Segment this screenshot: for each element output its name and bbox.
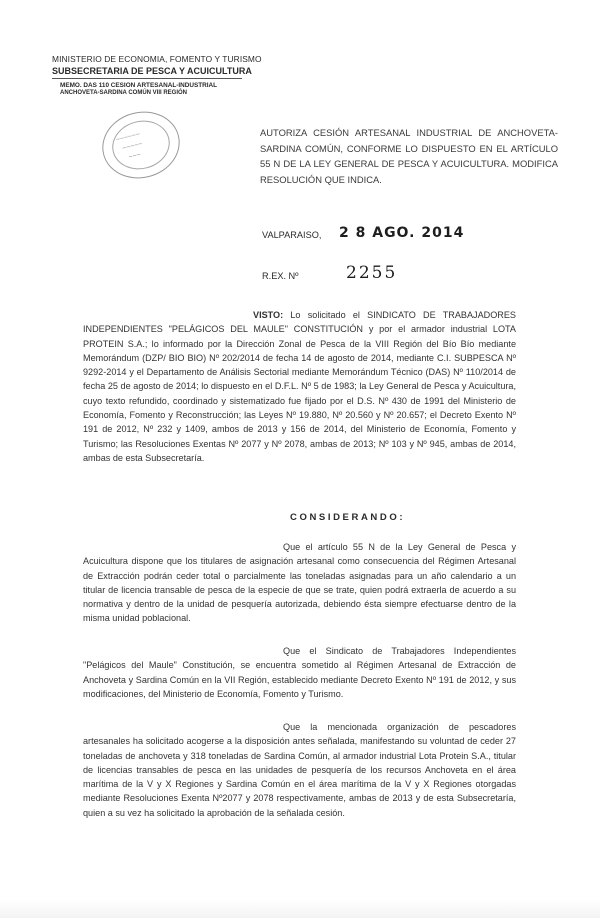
memo-reference: MEMO. DAS 110 CESION ARTESANAL-INDUSTRIAL [60, 82, 218, 89]
subsecretaria-name: SUBSECRETARIA DE PESCA Y ACUICULTURA [52, 66, 242, 79]
resolution-number-label: R.EX. Nº [262, 271, 299, 281]
date-stamp: 2 8 AGO. 2014 [339, 225, 465, 241]
considerando-paragraph: Que el Sindicato de Trabajadores Independientes "Pelágicos del Maule" Constitución, se encuentra sometido al Régimen Artesanal de Extracción de Anchoveta y Sardina Común en la VII Región, establecido mediante Decreto Exento Nº 191 de 2012, y sus modificaciones, del Ministerio de Economía, Fomento y Turismo. [83, 646, 516, 699]
date-place: VALPARAISO, [262, 230, 322, 240]
official-stamp: ~~~~~~ ~~~~~ ~~~ [95, 104, 187, 187]
scan-edge [0, 900, 600, 918]
considerando-heading: CONSIDERANDO: [290, 512, 406, 523]
resolution-number: 2255 [346, 263, 398, 283]
considerando-paragraph: Que la mencionada organización de pescadores artesanales ha solicitado acogerse a la disposición antes señalada, manifestando su voluntad de ceder 27 toneladas de anchoveta y 318 toneladas de Sardina Común, al armador industrial Lota Protein S.A., titular de licencias transables de pesca en las unidades de pesquería de los recursos Anchoveta en el área marítima de la V y X Regiones y Sardina Común en el área marítima de la V y X Regiones otorgadas mediante Resoluciones Exenta Nº2077 y 2078 respectivamente, ambas de 2013 y de esta Subsecretaría, quien a su vez ha solicitado la aprobación de la señalada cesión. [83, 722, 516, 818]
resolution-subject: AUTORIZA CESIÓN ARTESANAL INDUSTRIAL DE ANCHOVETA-SARDINA COMÚN, CONFORME LO DISPUESTO EN EL ARTÍCULO 55 N DE LA LEY GENERAL DE PESCA Y ACUICULTURA. MODIFICA RESOLUCIÓN QUE INDICA. [260, 127, 558, 185]
visto-text: Lo solicitado el SINDICATO DE TRABAJADORES INDEPENDIENTES "PELÁGICOS DEL MAULE" CONSTITUCIÓN y por el armador industrial LOTA PROTEIN S.A.; lo informado por la Dirección Zonal de Pesca de la VIII Región del Bío Bío mediante Memorándum (DZP/ BIO BIO) Nº 202/2014 de fecha 14 de agosto de 2014, mediante C.I. SUBPESCA Nº 9292-2014 y el Departamento de Análisis Sectorial mediante Memorándum Técnico (DAS) Nº 110/2014 de fecha 25 de agosto de 2014; lo dispuesto en el D.F.L. Nº 5 de 1983; la Ley General de Pesca y Acuicultura, cuyo texto refundido, coordinado y sistematizado fue fijado por el D.S. Nº 430 de 1991 del Ministerio de Economía, Fomento y Reconstrucción; las Leyes Nº 19.880, Nº 20.560 y Nº 20.657; el Decreto Exento Nº 191 de 2012, Nº 232 y 1409, ambos de 2013 y 156 de 2014, del Ministerio de Economía, Fomento y Turismo; las Resoluciones Exentas Nº 2077 y Nº 2078, ambas de 2013; Nº 103 y Nº 945, ambas de 2014, ambas de esta Subsecretaría. [83, 310, 516, 463]
visto-paragraph [83, 308, 516, 465]
memo-reference-species: ANCHOVETA-SARDINA COMÚN VIII REGIÓN [60, 90, 188, 96]
considerando-paragraph: Que el artículo 55 N de la Ley General de Pesca y Acuicultura dispone que los titulares de asignación artesanal como consecuencia del Régimen Artesanal de Extracción podrán ceder total o parcialmente las toneladas asignadas para un año calendario a un titular de licencia transable de pesca de la especie de que se trate, quien podrá extraerla de acuerdo a su normativa y dentro de la unidad de pesquería autorizada, debiendo ésta siempre efectuarse dentro de la misma unidad poblacional. [83, 542, 516, 624]
visto-lead: VISTO: [253, 310, 284, 320]
letterhead [52, 54, 282, 96]
ministry-name: MINISTERIO DE ECONOMIA, FOMENTO Y TURISMO [52, 54, 262, 64]
